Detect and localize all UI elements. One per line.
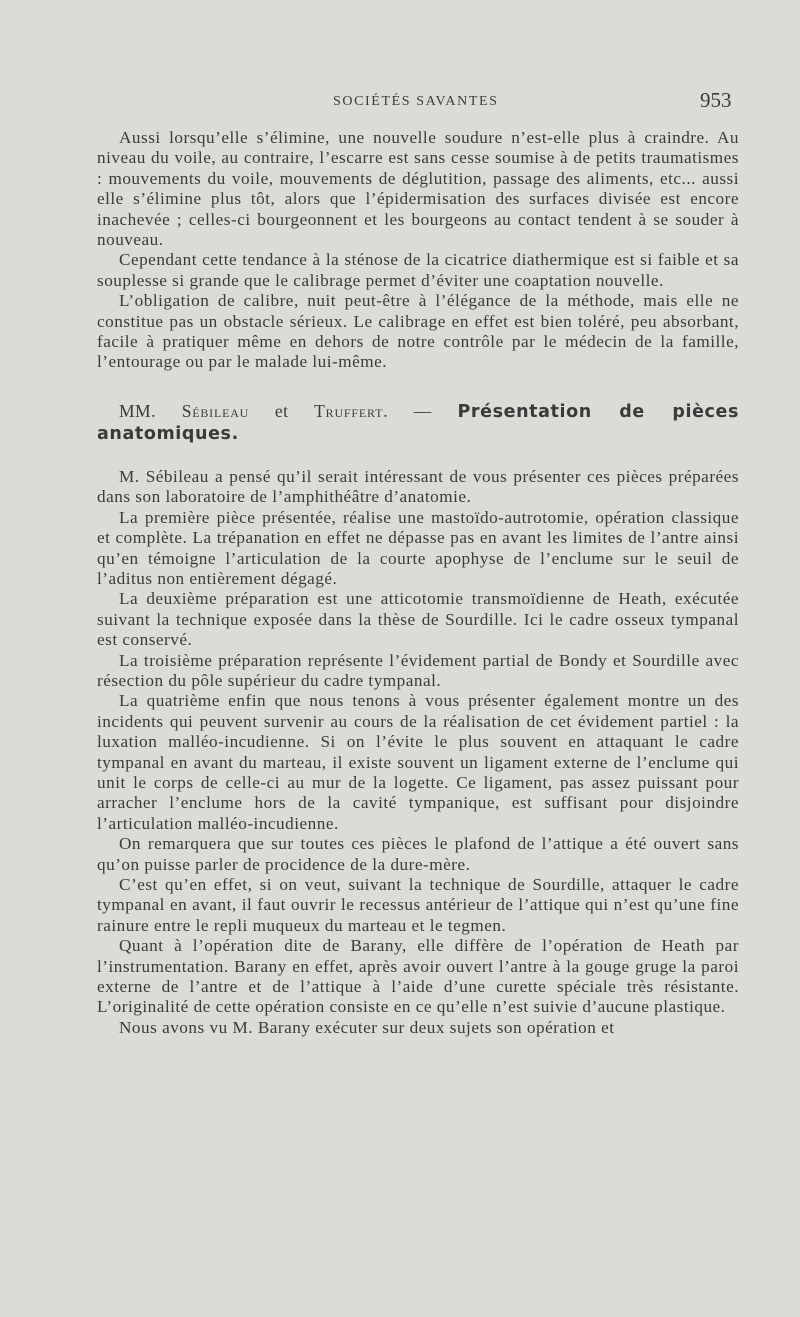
section-conj: et (249, 400, 315, 421)
section-heading: Présentation de pièces anatomiques. (97, 401, 740, 444)
section-prefix: MM. (119, 400, 182, 421)
paragraph: Nous avons vu M. Barany exécuter sur deux sujets son opération et (119, 1017, 615, 1037)
paragraph: Cependant cette tendance à la sténose de la cicatrice diathermique est si faible et sa souplesse si grande que le calibrage permet d’éviter une coaptation nouvelle. (97, 250, 739, 290)
page-header (0, 88, 800, 120)
author-sebileau: Sébileau (181, 400, 250, 421)
paragraph: C’est qu’en effet, si on veut, suivant la technique de Sourdille, attaquer le cadre tympanal en avant, il faut ouvrir le recessus antérieur de l’attique qui n’est qu’une fine rainure entre le repli muqueux du marteau et le tegmen. (97, 875, 739, 935)
paragraph: La première pièce présentée, réalise une mastoïdo-autrotomie, opération classique et complète. La trépanation en effet ne dépasse pas en avant les limites de l’antre ainsi qu’en témoigne l’articulation de la courte apophyse de l’enclume sur le seuil de l’aditus non entièrement dégagé. (97, 507, 739, 588)
paragraph: Aussi lorsqu’elle s’élimine, une nouvelle soudure n’est-elle plus à craindre. Au niveau du voile, au contraire, l’escarre est sans cesse soumise à de petits traumatismes : mouvements du voile, mouvements de déglutition, passage des aliments, etc... aussi elle s’élimine plus tôt, alors que l’épidermisation des surfaces divisée est encore inachevée ; celles-ci bourgeonnent et les bourgeons au contact tendent à se souder à nouveau. (97, 128, 739, 250)
paragraph: L’obligation de calibre, nuit peut-être à l’élégance de la méthode, mais elle ne constitue pas un obstacle sérieux. Le calibrage en effet est bien toléré, peu absorbant, facile à pratiquer même en dehors de notre contrôle par le médecin de la famille, l’entourage ou par le malade lui-même. (97, 291, 739, 372)
paragraph: On remarquera que sur toutes ces pièces le plafond de l’attique a été ouvert sans qu’on puisse parler de procidence de la dure-mère. (97, 834, 739, 874)
paragraph: La troisième préparation représente l’évidement partial de Bondy et Sourdille avec résection du pôle supérieur du cadre tympanal. (97, 650, 739, 690)
running-title: SOCIÉTÉS SAVANTES (333, 94, 499, 109)
page-number: 953 (700, 88, 732, 112)
section-title (97, 401, 739, 445)
paragraph: La quatrième enfin que nous tenons à vous présenter également montre un des incidents qui peuvent survenir au cours de la réalisation de cet évidement partiel : la luxation malléo-incudienne. Si on l’évite le plus souvent en attaquant le cadre tympanal en avant du marteau, il existe souvent un ligament externe de l’enclume qui unit le corps de celle-ci au mur de la logette. Ce ligament, pas assez puissant pour arracher l’enclume hors de la cavité tympanique, est suffisant pour disjoindre l’articulation malléo-incudienne. (97, 691, 739, 833)
author-truffert: Truffert (314, 400, 384, 421)
paragraph: M. Sébileau a pensé qu’il serait intéressant de vous présenter ces pièces préparées dans son laboratoire de l’amphithéâtre d’anatomie. (97, 466, 739, 507)
paragraph: La deuxième préparation est une atticotomie transmoïdienne de Heath, exécutée suivant la technique exposée dans la thèse de Sourdille. Ici le cadre osseux tympanal est conservé. (97, 589, 739, 650)
section-dash: . — (383, 400, 458, 421)
body-text (97, 128, 739, 1038)
paragraph: Quant à l’opération dite de Barany, elle diffère de l’opération de Heath par l’instrumentation. Barany en effet, après avoir ouvert l’antre à la gouge gruge la paroi externe de l’antre et de l’attique à l’aide d’une curette spéciale très résistante. L’originalité de cette opération consiste en ce qu’elle n’est suivie d’aucune plastique. (97, 936, 739, 1017)
